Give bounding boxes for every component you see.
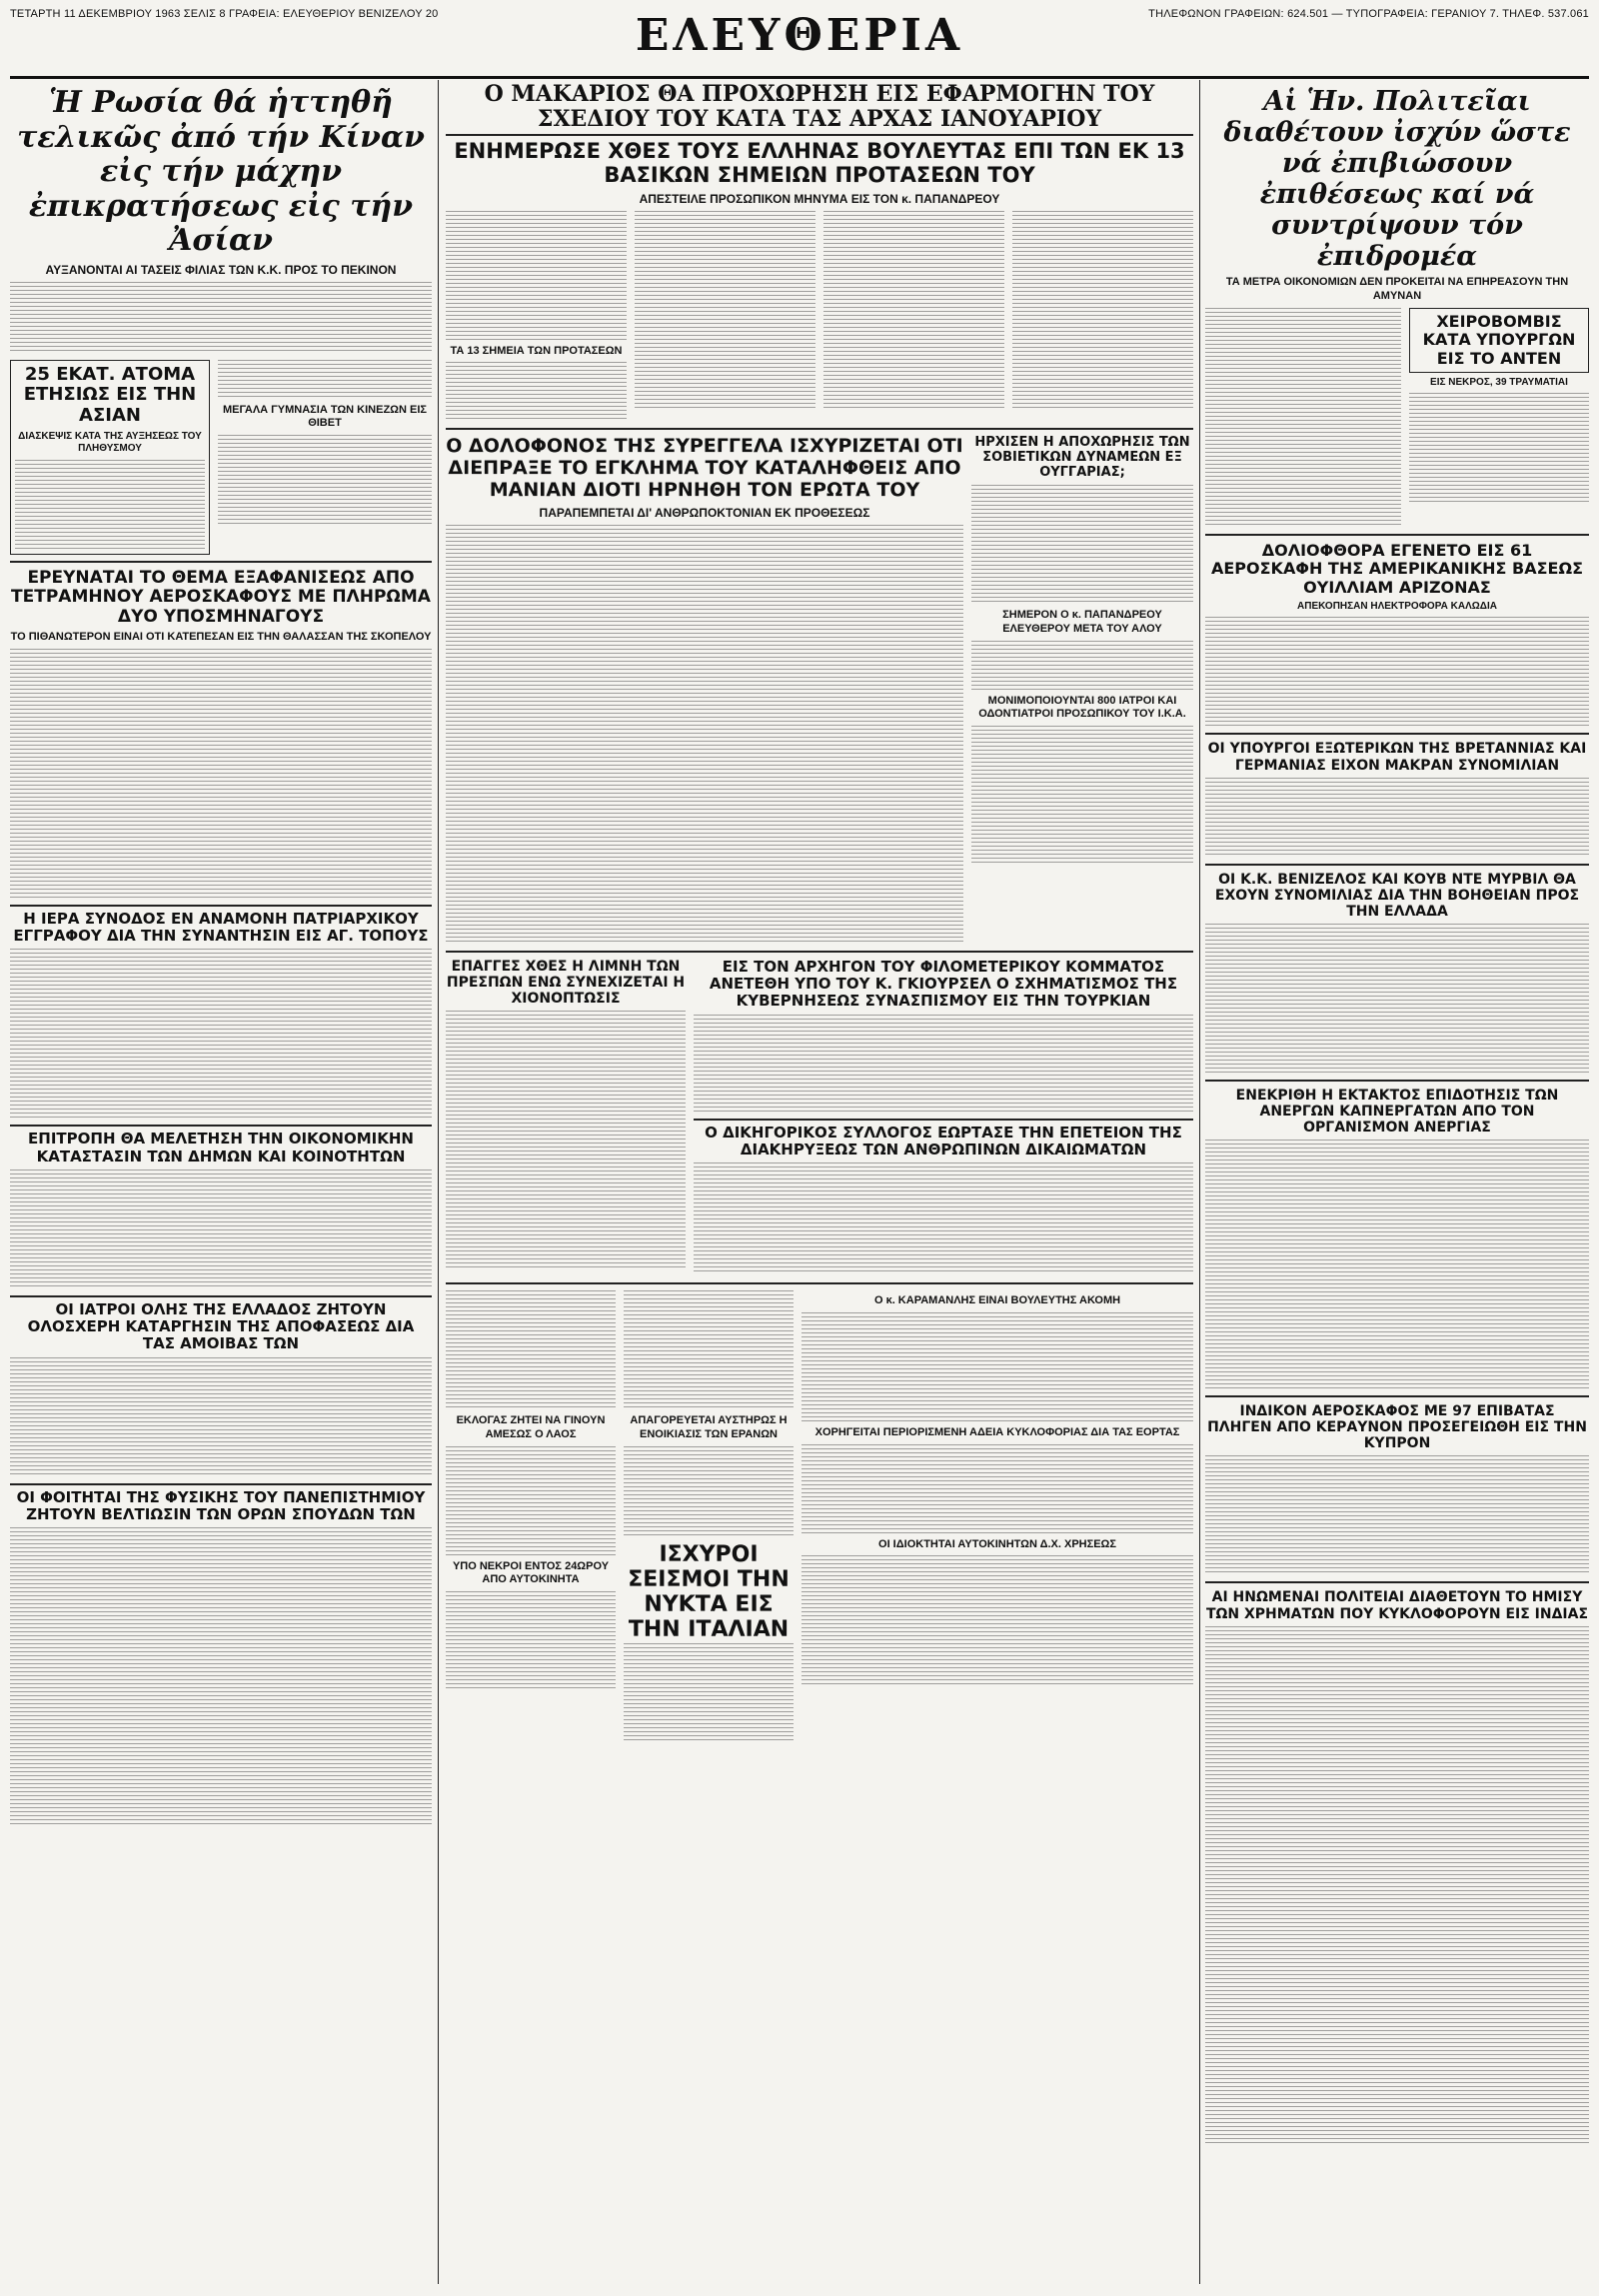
- newspaper-title: ΕΛΕΥΘΕΡΙΑ: [635, 10, 964, 61]
- article-text-block: [1205, 1626, 1589, 2146]
- two-box-row: [10, 360, 432, 555]
- article-text-block: [10, 282, 432, 354]
- headline-aden: ΧΕΙΡΟΒΟΜΒΙΣ ΚΑΤΑ ΥΠΟΥΡΓΩΝ ΕΙΣ ΤΟ ΑΝΤΕΝ: [1422, 311, 1576, 368]
- section-rule: [446, 951, 1193, 953]
- section-rule: [1205, 534, 1589, 536]
- headline-russia-china: Ἡ Ρωσία θά ἡττηθῆ τελικῶς ἀπό τήν Κίναν εἰς τήν μάχην ἐπικρατήσεως εἰς τήν Ἀσίαν: [17, 85, 425, 258]
- column-rule: [1199, 80, 1200, 2284]
- aden-box: [1409, 308, 1589, 528]
- article-text-block: [823, 211, 1004, 411]
- box-asia-population: [10, 360, 210, 555]
- section-rule: [1205, 864, 1589, 866]
- box-tibet: [218, 360, 432, 555]
- headline-makarios: Ο ΜΑΚΑΡΙΟΣ ΘΑ ΠΡΟΧΩΡΗΣΗ ΕΙΣ ΕΦΑΡΜΟΓΗΝ ΤΟΥ ΣΧΕΔΙΟΥ ΤΟΥ ΚΑΤΑ ΤΑΣ ΑΡΧΑΣ ΙΑΝΟΥΑΡΙΟΥ: [484, 82, 1155, 132]
- headline-arizona-sabotage: ΔΟΛΙΟΦΘΟΡΑ ΕΓΕΝΕΤΟ ΕΙΣ 61 ΑΕΡΟΣΚΑΦΗ ΤΗΣ ΑΜΕΡΙΚΑΝΙΚΗΣ ΒΑΣΕΩΣ ΟΥΙΛΛΙΑΜ ΑΡΙΖΟΝΑΣ: [1210, 540, 1583, 597]
- article-text-block: [218, 360, 432, 400]
- subhead-asia-population: ΔΙΑΣΚΕΨΙΣ ΚΑΤΑ ΤΗΣ ΑΥΞΗΣΕΩΣ ΤΟΥ ΠΛΗΘΥΣΜΟΥ: [18, 430, 202, 455]
- headline-car-deaths: ΥΠΟ ΝΕΚΡΟΙ ΕΝΤΟΣ 24ΩΡΟΥ ΑΠΟ ΑΥΤΟΚΙΝΗΤΑ: [452, 1559, 610, 1586]
- article-text-block: [801, 1444, 1193, 1534]
- center-column: [446, 82, 1193, 2281]
- masthead-phone-line: ΤΗΛΕΦΩΝΟΝ ΓΡΑΦΕΙΩΝ: 624.501 — ΤΥΠΟΓΡΑΦΕΙΑ: ΓΕΡΑΝΙΟΥ 7. ΤΗΛΕΦ. 537.061: [1148, 8, 1589, 20]
- section-rule: [446, 134, 1193, 136]
- headline-ministers-uk-germany: ΟΙ ΥΠΟΥΡΓΟΙ ΕΞΩΤΕΡΙΚΩΝ ΤΗΣ ΒΡΕΤΑΝΝΙΑΣ ΚΑΙ ΓΕΡΜΑΝΙΑΣ ΕΙΧΟΝ ΜΑΚΡΑΝ ΣΥΝΟΜΙΛΙΑΝ: [1207, 741, 1587, 774]
- headline-elections: ΕΚΛΟΓΑΣ ΖΗΤΕΙ ΝΑ ΓΙΝΟΥΝ ΑΜΕΣΩΣ Ο ΛΑΟΣ: [456, 1414, 606, 1440]
- headline-turkey: ΕΙΣ ΤΟΝ ΑΡΧΗΓΟΝ ΤΟΥ ΦΙΛΟΜΕΤΕΡΙΚΟΥ ΚΟΜΜΑΤΟΣ ΑΝΕΤΕΘΗ ΥΠΟ ΤΟΥ Κ. ΓΚΙΟΥΡΣΕΛ Ο ΣΧΗΜΑΤΙΣΜΟΣ ΤΗΣ ΚΥΒΕΡΝΗΣΕΩΣ ΣΥΝΑΣΠΙΣΜΟΥ ΕΙΣ ΤΗΝ ΤΟΥΡΚΙΑΝ: [709, 957, 1178, 1011]
- article-text-block: [624, 1643, 794, 1743]
- text-column: [635, 211, 815, 423]
- text-column: [801, 1290, 1193, 1743]
- article-text-block: [624, 1290, 794, 1410]
- masthead-date-line: ΤΕΤΑΡΤΗ 11 ΔΕΚΕΜΒΡΙΟΥ 1963 ΣΕΛΙΣ 8 ΓΡΑΦΕΙΑ: ΕΛΕΥΘΕΡΙΟΥ ΒΕΝΙΖΕΛΟΥ 20: [10, 8, 439, 20]
- section-rule: [1205, 1080, 1589, 1082]
- article-text-block: [446, 1011, 686, 1270]
- headline-doctors-fees: ΟΙ ΙΑΤΡΟΙ ΟΛΗΣ ΤΗΣ ΕΛΛΑΔΟΣ ΖΗΤΟΥΝ ΟΛΟΣΧΕΡΗ ΚΑΤΑΡΓΗΣΙΝ ΤΗΣ ΑΠΟΦΑΣΕΩΣ ΔΙΑ ΤΑΣ ΑΜΟΙΒΑΣ ΤΩΝ: [27, 1299, 415, 1353]
- headline-tobacco-workers: ΕΝΕΚΡΙΘΗ Η ΕΚΤΑΚΤΟΣ ΕΠΙΔΟΤΗΣΙΣ ΤΩΝ ΑΝΕΡΓΩΝ ΚΑΠΝΕΡΓΑΤΩΝ ΑΠΟ ΤΟΝ ΟΡΓΑΝΙΣΜΟΝ ΑΝΕΡΓΙΑΣ: [1235, 1087, 1559, 1137]
- text-column: [446, 1290, 616, 1743]
- prespa-turkey-row: [446, 959, 1193, 1276]
- section-rule: [1205, 1581, 1589, 1583]
- subhead-makarios: ΑΠΕΣΤΕΙΛΕ ΠΡΟΣΩΠΙΚΟΝ ΜΗΝΥΜΑ ΕΙΣ ΤΟΝ κ. ΠΑΠΑΝΔΡΕΟΥ: [639, 191, 1000, 206]
- headline-papandreou-today: ΣΗΜΕΡΟΝ Ο κ. ΠΑΠΑΝΔΡΕΟΥ ΕΛΕΥΘΕΡΟΥ ΜΕΤΑ ΤΟΥ ΑΛΟΥ: [1002, 609, 1162, 635]
- makarios-text-columns: [446, 211, 1193, 423]
- headline-donations: ΑΠΑΓΟΡΕΥΕΤΑΙ ΑΥΣΤΗΡΩΣ Η ΕΝΟΙΚΙΑΣΙΣ ΤΩΝ ΕΡΑΝΩΝ: [630, 1414, 788, 1440]
- article-text-block: [10, 949, 432, 1119]
- text-column: [624, 1290, 794, 1743]
- article-text-block: [1012, 211, 1193, 411]
- article-text-block: [446, 1446, 616, 1556]
- section-rule: [446, 1282, 1193, 1284]
- headline-indian-aircraft: ΙΝΔΙΚΟΝ ΑΕΡΟΣΚΑΦΟΣ ΜΕ 97 ΕΠΙΒΑΤΑΣ ΠΛΗΓΕΝ ΑΠΟ ΚΕΡΑΥΝΟΝ ΠΡΟΣΕΓΕΙΩΘΗ ΕΙΣ ΤΗΝ ΚΥΠΡΟΝ: [1207, 1403, 1587, 1452]
- headline-car-owners: ΟΙ ΙΔΙΟΚΤΗΤΑΙ ΑΥΤΟΚΙΝΗΤΩΝ Δ.Χ. ΧΡΗΣΕΩΣ: [878, 1537, 1116, 1550]
- section-rule: [10, 1125, 432, 1127]
- bottom-center-row: [446, 1290, 1193, 1743]
- article-text-block: [446, 362, 627, 422]
- article-text-block: [801, 1555, 1193, 1685]
- article-text-block: [1205, 1455, 1589, 1575]
- text-column: [446, 211, 627, 423]
- article-text-block: [971, 485, 1193, 605]
- text-column: [1012, 211, 1193, 423]
- box-13-points: ΤΑ 13 ΣΗΜΕΙΑ ΤΩΝ ΠΡΟΤΑΣΕΩΝ: [450, 344, 623, 357]
- murder-story: [446, 436, 963, 945]
- headline-ika-doctors: ΜΟΝΙΜΟΠΟΙΟΥΝΤΑΙ 800 ΙΑΤΡΟΙ ΚΑΙ ΟΔΟΝΤΙΑΤΡΟΙ ΠΡΟΣΩΠΙΚΟΥ ΤΟΥ Ι.Κ.Α.: [978, 694, 1186, 721]
- article-text-block: [1205, 308, 1401, 528]
- article-text-block: [1205, 617, 1589, 727]
- section-rule: [694, 1119, 1193, 1121]
- section-rule: [10, 1295, 432, 1297]
- section-rule: [1205, 1395, 1589, 1397]
- article-text-block: [1409, 393, 1589, 503]
- subhead-arizona-sabotage: ΑΠΕΚΟΠΗΣΑΝ ΗΛΕΚΤΡΟΦΟΡΑ ΚΑΛΩΔΙΑ: [1297, 600, 1497, 612]
- headline-venizelos-couve: ΟΙ Κ.Κ. ΒΕΝΙΖΕΛΟΣ ΚΑΙ ΚΟΥΒ ΝΤΕ ΜΥΡΒΙΛ ΘΑ ΕΧΟΥΝ ΣΥΝΟΜΙΛΙΑΣ ΔΙΑ ΤΗΝ ΒΟΗΘΕΙΑΝ ΠΡΟΣ ΤΗΝ ΕΛΛΑΔΑ: [1214, 871, 1580, 920]
- murder-row: [446, 436, 1193, 945]
- article-text-block: [10, 649, 432, 899]
- headline-holy-synod: Η ΙΕΡΑ ΣΥΝΟΔΟΣ ΕΝ ΑΝΑΜΟΝΗ ΠΑΤΡΙΑΡΧΙΚΟΥ ΕΓΓΡΑΦΟΥ ΔΙΑ ΤΗΝ ΣΥΝΑΝΤΗΣΙΝ ΕΙΣ ΑΓ. ΤΟΠΟΥΣ: [13, 909, 429, 946]
- article-text-block: [15, 460, 205, 550]
- headline-prespa: ΕΠΑΓΓΕΣ ΧΘΕΣ Η ΛΙΜΝΗ ΤΩΝ ΠΡΕΣΠΩΝ ΕΝΩ ΣΥΝΕΧΙΖΕΤΑΙ Η ΧΙΟΝΟΠΤΩΣΙΣ: [446, 958, 686, 1007]
- article-text-block: [446, 1290, 616, 1410]
- prespa-story: [446, 959, 686, 1276]
- headline-us-defense: Αἱ Ἡν. Πολιτεῖαι διαθέτουν ἰσχύν ὥστε νά ἐπιβιώσουν ἐπιθέσεως καί νά συντρίψουν τόν ἐπιδρομέα: [1223, 86, 1571, 273]
- headline-makarios-secondary: ΕΝΗΜΕΡΩΣΕ ΧΘΕΣ ΤΟΥΣ ΕΛΛΗΝΑΣ ΒΟΥΛΕΥΤΑΣ ΕΠΙ ΤΩΝ ΕΚ 13 ΒΑΣΙΚΩΝ ΣΗΜΕΙΩΝ ΠΡΟΤΑΣΕΩΝ ΤΟΥ: [454, 139, 1185, 188]
- headline-tibet: ΜΕΓΑΛΑ ΓΥΜΝΑΣΙΑ ΤΩΝ ΚΙΝΕΖΩΝ ΕΙΣ ΘΙΒΕΤ: [222, 403, 427, 430]
- aden-headline-box: [1409, 308, 1589, 373]
- article-text-block: [10, 1527, 432, 1827]
- left-column: [10, 82, 432, 2281]
- column-rule: [438, 80, 439, 2284]
- article-text-block: [446, 525, 963, 945]
- article-text-block: [635, 211, 815, 411]
- text-column: [1205, 308, 1401, 528]
- headline-asia-population: 25 ΕΚΑΤ. ΑΤΟΜΑ ΕΤΗΣΙΩΣ ΕΙΣ ΤΗΝ ΑΣΙΑΝ: [23, 363, 197, 426]
- right-column: [1205, 82, 1589, 2281]
- subhead-aden: ΕΙΣ ΝΕΚΡΟΣ, 39 ΤΡΑΥΜΑΤΙΑΙ: [1430, 376, 1568, 388]
- article-text-block: [801, 1312, 1193, 1422]
- section-rule: [10, 1483, 432, 1485]
- article-text-block: [10, 1357, 432, 1477]
- section-rule: [446, 428, 1193, 430]
- subhead-russia-china: ΑΥΞΑΝΟΝΤΑΙ ΑΙ ΤΑΣΕΙΣ ΦΙΛΙΑΣ ΤΩΝ Κ.Κ. ΠΡΟΣ ΤΟ ΠΕΚΙΝΟΝ: [45, 262, 397, 277]
- subhead-aircraft-missing: ΤΟ ΠΙΘΑΝΩΤΕΡΟΝ ΕΙΝΑΙ ΟΤΙ ΚΑΤΕΠΕΣΑΝ ΕΙΣ ΤΗΝ ΘΑΛΑΣΣΑΝ ΤΗΣ ΣΚΟΠΕΛΟΥ: [10, 631, 432, 644]
- headline-hungary: ΗΡΧΙΣΕΝ Η ΑΠΟΧΩΡΗΣΙΣ ΤΩΝ ΣΟΒΙΕΤΙΚΩΝ ΔΥΝΑΜΕΩΝ ΕΞ ΟΥΓΓΑΡΙΑΣ;: [974, 435, 1190, 481]
- subhead-murder: ΠΑΡΑΠΕΜΠΕΤΑΙ ΔΙ' ΑΝΘΡΩΠΟΚΤΟΝΙΑΝ ΕΚ ΠΡΟΘΕΣΕΩΣ: [539, 505, 870, 520]
- subhead-us-defense: ΤΑ ΜΕΤΡΑ ΟΙΚΟΝΟΜΙΩΝ ΔΕΝ ΠΡΟΚΕΙΤΑΙ ΝΑ ΕΠΗΡΕΑΣΟΥΝ ΤΗΝ ΑΜΥΝΑΝ: [1225, 276, 1569, 303]
- article-text-block: [1205, 1140, 1589, 1389]
- section-rule: [10, 905, 432, 907]
- headline-aircraft-missing: ΕΡΕΥΝΑΤΑΙ ΤΟ ΘΕΜΑ ΕΞΑΦΑΝΙΣΕΩΣ ΑΠΟ ΤΕΤΡΑΜΗΝΟΥ ΑΕΡΟΣΚΑΦΟΥΣ ΜΕ ΠΛΗΡΩΜΑ ΔΥΟ ΥΠΟΣΜΗΝΑΓΟΥΣ: [11, 567, 431, 627]
- headline-physics-students: ΟΙ ΦΟΙΤΗΤΑΙ ΤΗΣ ΦΥΣΙΚΗΣ ΤΟΥ ΠΑΝΕΠΙΣΤΗΜΙΟΥ ΖΗΤΟΥΝ ΒΕΛΤΙΩΣΙΝ ΤΩΝ ΟΡΩΝ ΣΠΟΥΔΩΝ ΤΩΝ: [16, 1487, 426, 1523]
- article-text-block: [1205, 778, 1589, 858]
- hungary-story: [971, 436, 1193, 945]
- article-text-block: [694, 1015, 1193, 1115]
- us-defense-row: [1205, 308, 1589, 528]
- article-text-block: [971, 726, 1193, 866]
- headline-italy-earthquake: ΙΣΧΥΡΟΙ ΣΕΙΣΜΟΙ ΤΗΝ ΝΥΚΤΑ ΕΙΣ ΤΗΝ ΙΤΑΛΙΑΝ: [628, 1541, 790, 1643]
- section-rule: [1205, 733, 1589, 735]
- headline-murder: Ο ΔΟΛΟΦΟΝΟΣ ΤΗΣ ΣΥΡΕΓΓΕΛΑ ΙΣΧΥΡΙΖΕΤΑΙ ΟΤΙ ΔΙΕΠΡΑΞΕ ΤΟ ΕΓΚΛΗΜΑ ΤΟΥ ΚΑΤΑΛΗΦΘΕΙΣ ΑΠΟ ΜΑΝΙΑΝ ΔΙΟΤΙ ΗΡΝΗΘΗ ΤΟΝ ΕΡΩΤΑ ΤΟΥ: [446, 435, 963, 501]
- article-text-block: [446, 1591, 616, 1691]
- masthead: [10, 6, 1589, 79]
- section-rule: [10, 561, 432, 563]
- headline-karamanlis: Ο κ. ΚΑΡΑΜΑΝΛΗΣ ΕΙΝΑΙ ΒΟΥΛΕΥΤΗΣ ΑΚΟΜΗ: [873, 1294, 1121, 1307]
- article-text-block: [971, 641, 1193, 691]
- headline-traffic-permit: ΧΟΡΗΓΕΙΤΑΙ ΠΕΡΙΟΡΙΣΜΕΝΗ ΑΔΕΙΑ ΚΥΚΛΟΦΟΡΙΑΣ ΔΙΑ ΤΑΣ ΕΟΡΤΑΣ: [814, 1425, 1180, 1438]
- headline-us-india-money: ΑΙ ΗΝΩΜΕΝΑΙ ΠΟΛΙΤΕΙΑΙ ΔΙΑΘΕΤΟΥΝ ΤΟ ΗΜΙΣΥ ΤΩΝ ΧΡΗΜΑΤΩΝ ΠΟΥ ΚΥΚΛΟΦΟΡΟΥΝ ΕΙΣ ΙΝΔΙΑΣ: [1205, 1589, 1589, 1622]
- text-column: [823, 211, 1004, 423]
- article-text-block: [1205, 924, 1589, 1074]
- headline-municipal-finance: ΕΠΙΤΡΟΠΗ ΘΑ ΜΕΛΕΤΗΣΗ ΤΗΝ ΟΙΚΟΝΟΜΙΚΗΝ ΚΑΤΑΣΤΑΣΙΝ ΤΩΝ ΔΗΜΩΝ ΚΑΙ ΚΟΙΝΟΤΗΤΩΝ: [28, 1130, 414, 1165]
- headline-lawyers: Ο ΔΙΚΗΓΟΡΙΚΟΣ ΣΥΛΛΟΓΟΣ ΕΩΡΤΑΣΕ ΤΗΝ ΕΠΕΤΕΙΟΝ ΤΗΣ ΔΙΑΚΗΡΥΞΕΩΣ ΤΩΝ ΑΝΘΡΩΠΙΝΩΝ ΔΙΚΑΙΩΜΑΤΩΝ: [705, 1123, 1182, 1158]
- article-text-block: [624, 1446, 794, 1536]
- article-text-block: [694, 1162, 1193, 1272]
- article-text-block: [10, 1169, 432, 1289]
- turkey-story: [694, 959, 1193, 1276]
- article-text-block: [446, 211, 627, 341]
- article-text-block: [218, 435, 432, 525]
